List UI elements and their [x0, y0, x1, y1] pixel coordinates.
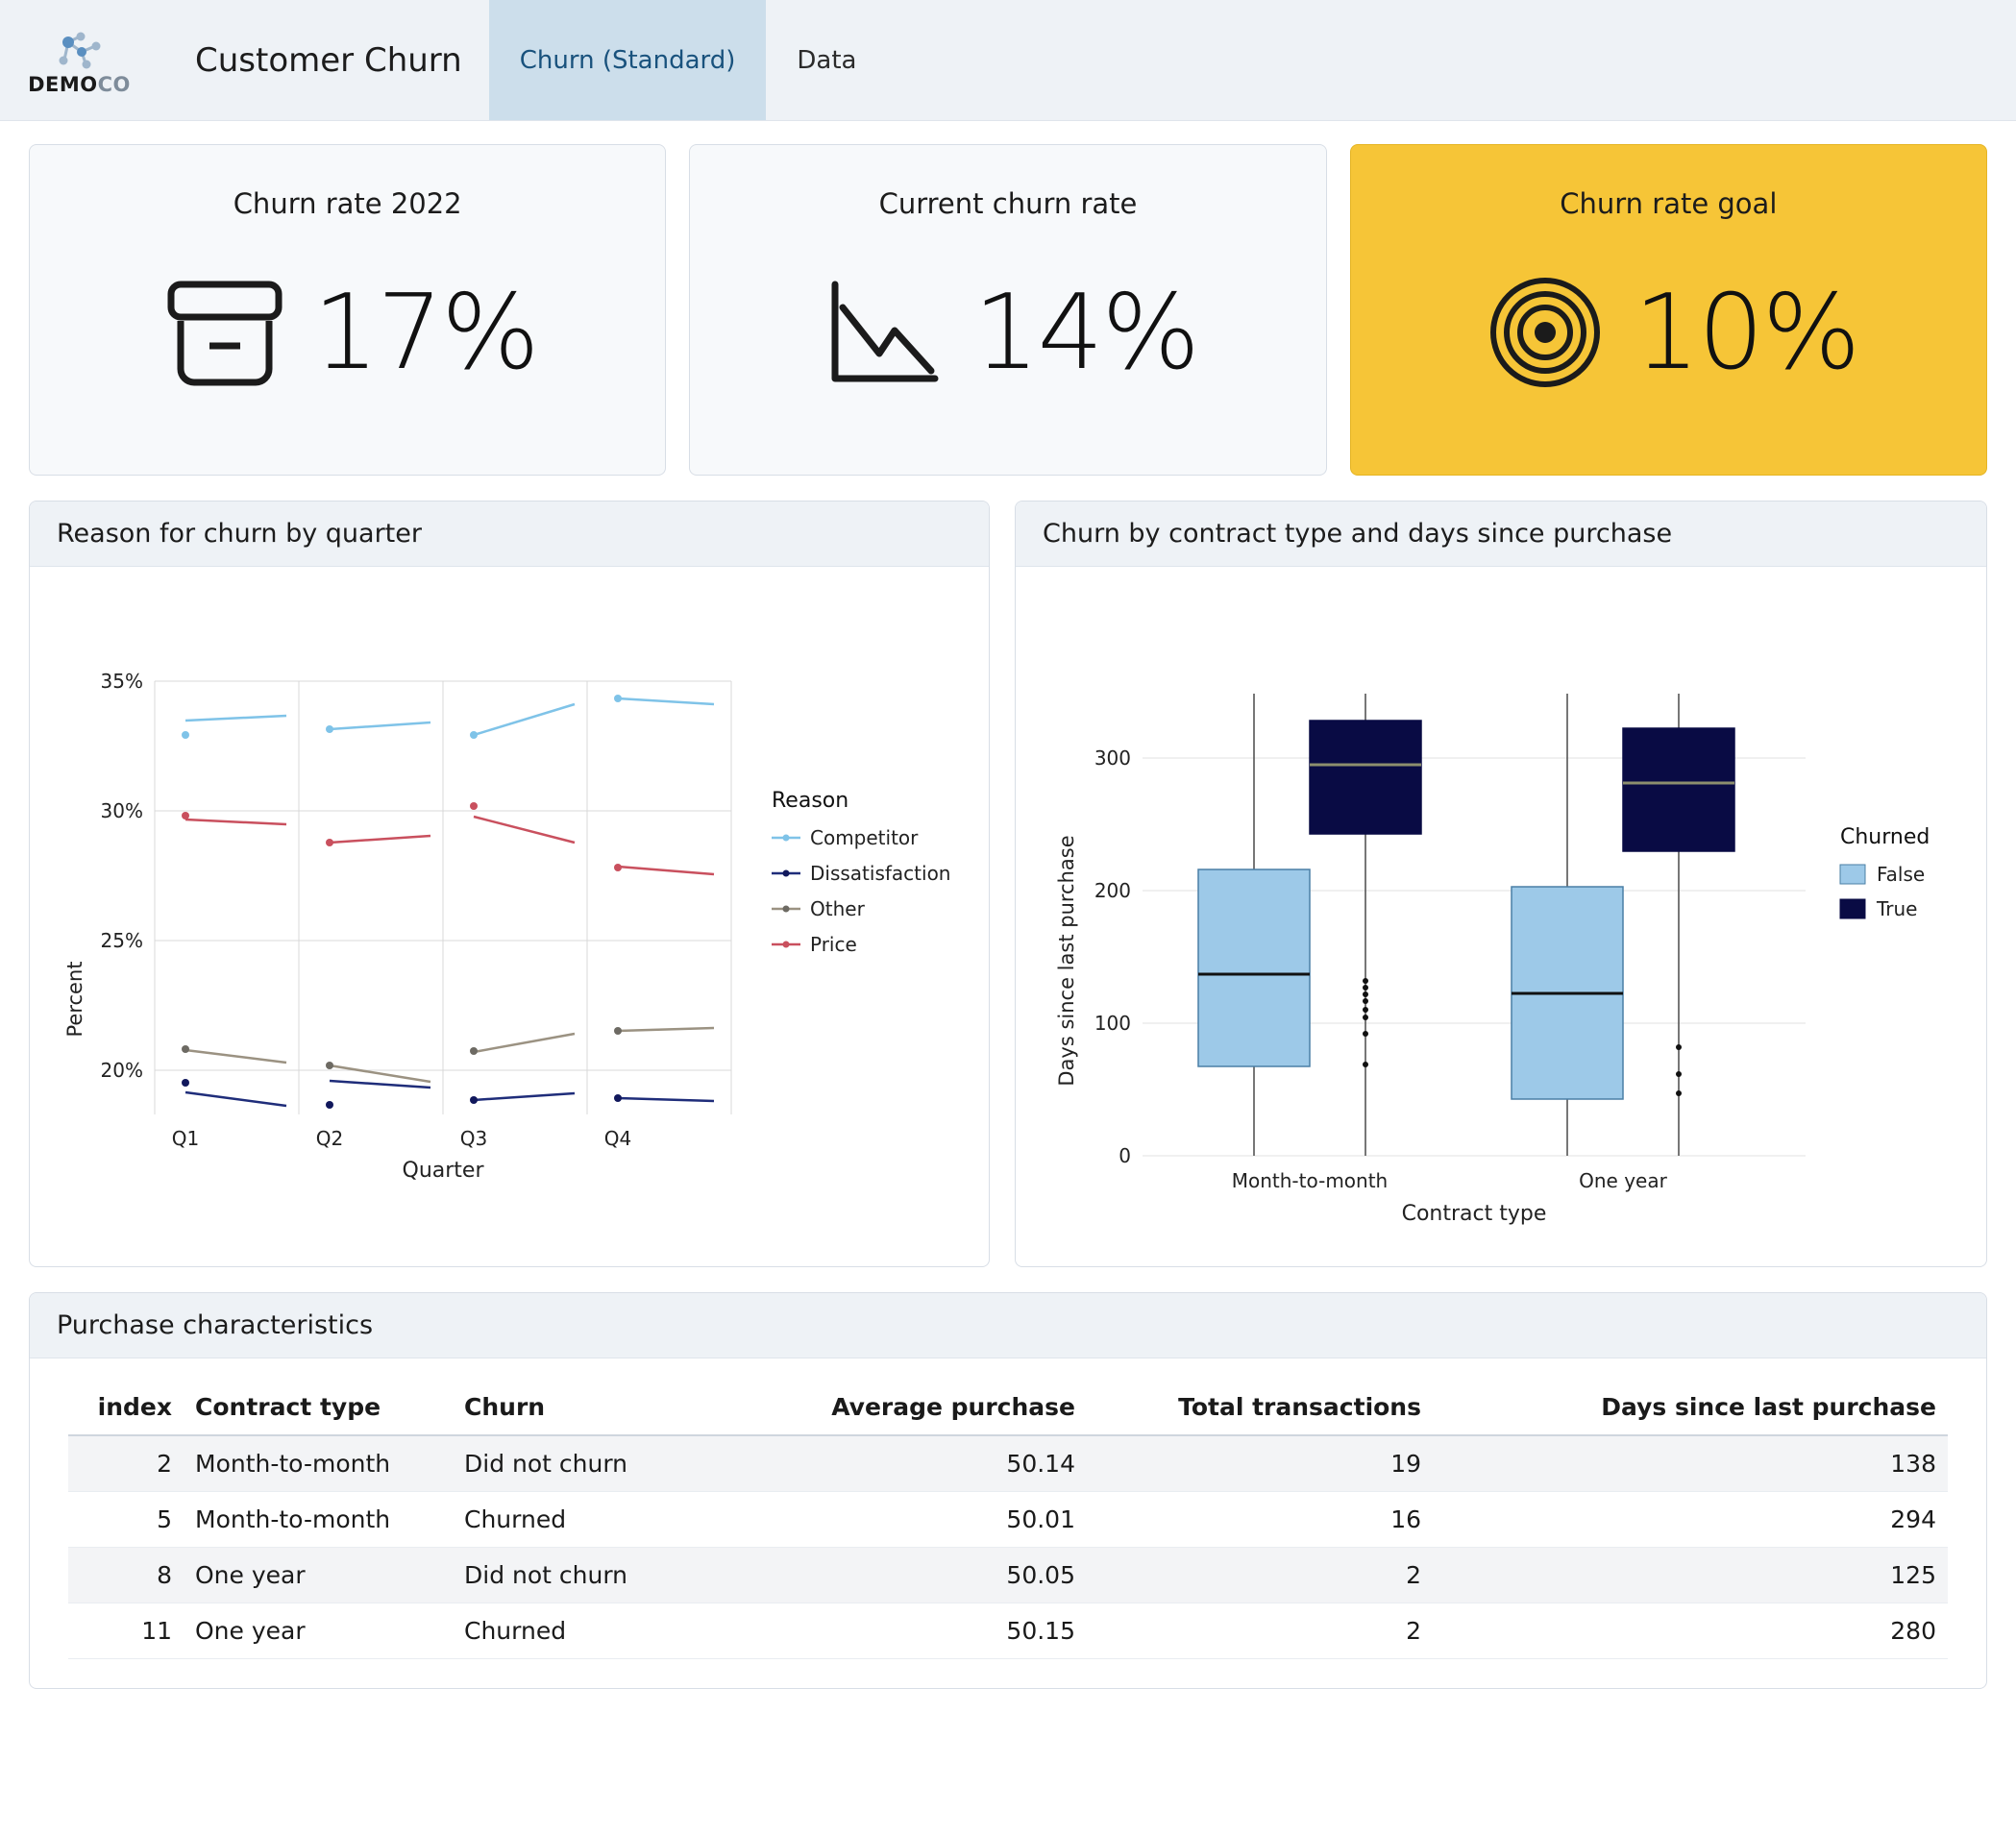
panel-title: Purchase characteristics [30, 1293, 1986, 1358]
series-other-points [182, 1027, 622, 1069]
y-axis-label: Percent [63, 961, 86, 1038]
table-row[interactable] [68, 1603, 1948, 1659]
kpi-value: 17% [312, 272, 538, 393]
svg-text:35%: 35% [100, 670, 143, 693]
cell-contract-type: One year [184, 1603, 453, 1659]
box-one-year-true [1623, 694, 1734, 1156]
kpi-row [0, 121, 2016, 476]
x-axis-label: Quarter [402, 1159, 484, 1183]
panel-churn-by-contract-type [1015, 501, 1987, 1267]
cell-index: 5 [68, 1492, 184, 1548]
legend-title: Churned [1840, 825, 1930, 849]
panel-purchase-characteristics [29, 1292, 1987, 1689]
legend-title: Reason [772, 789, 849, 813]
molecule-icon [53, 31, 107, 71]
box-month-to-month-false [1198, 694, 1310, 1156]
column-header-index[interactable]: index [68, 1380, 184, 1435]
y-axis-ticks [1094, 746, 1131, 1167]
kpi-value: 14% [972, 272, 1199, 393]
cell-average-purchase: 50.15 [770, 1603, 1087, 1659]
kpi-title: Current churn rate [878, 187, 1138, 220]
table-row[interactable] [68, 1492, 1948, 1548]
tab-churn-standard[interactable]: Churn (Standard) [489, 0, 767, 120]
svg-text:Q1: Q1 [171, 1127, 200, 1150]
x-axis-ticks [1232, 1169, 1668, 1192]
svg-text:0: 0 [1119, 1144, 1131, 1167]
series-price [185, 817, 714, 874]
svg-text:Q3: Q3 [459, 1127, 488, 1150]
cell-average-purchase: 50.01 [770, 1492, 1087, 1548]
cell-contract-type: One year [184, 1548, 453, 1603]
svg-text:25%: 25% [100, 929, 143, 952]
panel-reason-for-churn [29, 501, 990, 1267]
cell-index: 8 [68, 1548, 184, 1603]
kpi-value: 10% [1634, 272, 1859, 393]
line-chart-down-icon [818, 271, 952, 396]
chart-legend [1840, 825, 1930, 920]
column-header-days-since-last-purchase[interactable]: Days since last purchase [1433, 1380, 1948, 1435]
cell-churn: Did not churn [453, 1548, 770, 1603]
kpi-title: Churn rate goal [1560, 187, 1778, 220]
box-one-year-false [1512, 694, 1623, 1156]
purchase-characteristics-table [68, 1380, 1948, 1659]
cell-index: 2 [68, 1435, 184, 1492]
panel-title: Reason for churn by quarter [30, 502, 989, 567]
cell-average-purchase: 50.05 [770, 1548, 1087, 1603]
legend-entry-price: Price [810, 933, 857, 956]
svg-text:100: 100 [1094, 1012, 1131, 1035]
svg-text:One year: One year [1579, 1169, 1667, 1192]
gridlines [155, 681, 731, 1114]
y-axis-ticks [101, 670, 143, 1082]
series-competitor [185, 698, 714, 735]
column-header-contract-type[interactable]: Contract type [184, 1380, 453, 1435]
cell-churn: Did not churn [453, 1435, 770, 1492]
kpi-card-churn-rate-2022 [29, 144, 666, 476]
brand-wordmark-bold: DEMO [28, 72, 98, 96]
page-title: Customer Churn [195, 40, 462, 80]
svg-text:Q4: Q4 [603, 1127, 632, 1150]
cell-days-since-last-purchase: 280 [1433, 1603, 1948, 1659]
brand-logo[interactable] [0, 0, 159, 120]
svg-text:Q2: Q2 [315, 1127, 344, 1150]
kpi-title: Churn rate 2022 [233, 187, 462, 220]
table-row[interactable] [68, 1548, 1948, 1603]
cell-days-since-last-purchase: 125 [1433, 1548, 1948, 1603]
reason-for-churn-chart [41, 576, 977, 1249]
column-header-total-transactions[interactable]: Total transactions [1087, 1380, 1433, 1435]
column-header-churn[interactable]: Churn [453, 1380, 770, 1435]
cell-days-since-last-purchase: 138 [1433, 1435, 1948, 1492]
cell-average-purchase: 50.14 [770, 1435, 1087, 1492]
table-header-row [68, 1380, 1948, 1435]
archive-box-icon [158, 271, 292, 396]
cell-churn: Churned [453, 1492, 770, 1548]
app-header [0, 0, 2016, 121]
x-axis-label: Contract type [1401, 1202, 1547, 1226]
cell-index: 11 [68, 1603, 184, 1659]
svg-text:200: 200 [1094, 879, 1131, 902]
cell-total-transactions: 16 [1087, 1492, 1433, 1548]
table-row[interactable] [68, 1435, 1948, 1492]
legend-entry-competitor: Competitor [810, 826, 919, 849]
series-other [185, 1028, 714, 1082]
kpi-card-current-churn-rate [689, 144, 1326, 476]
cell-churn: Churned [453, 1603, 770, 1659]
target-icon [1478, 271, 1612, 396]
cell-contract-type: Month-to-month [184, 1435, 453, 1492]
series-dissatisfaction [185, 1081, 714, 1106]
svg-text:300: 300 [1094, 746, 1131, 770]
legend-entry-dissatisfaction: Dissatisfaction [810, 862, 951, 885]
cell-total-transactions: 2 [1087, 1603, 1433, 1659]
y-axis-label: Days since last purchase [1055, 835, 1078, 1087]
tab-data[interactable]: Data [797, 45, 857, 75]
legend-entry-false: False [1877, 863, 1926, 886]
charts-row [0, 476, 2016, 1267]
kpi-card-churn-rate-goal [1350, 144, 1987, 476]
cell-total-transactions: 19 [1087, 1435, 1433, 1492]
legend-entry-other: Other [810, 897, 865, 920]
tab-bar [489, 0, 888, 120]
legend-entry-true: True [1877, 897, 1918, 920]
brand-wordmark-light: CO [97, 72, 131, 96]
churn-by-contract-chart [1027, 576, 1975, 1249]
x-axis-ticks [172, 1127, 631, 1150]
brand-wordmark [28, 73, 131, 96]
cell-contract-type: Month-to-month [184, 1492, 453, 1548]
cell-total-transactions: 2 [1087, 1548, 1433, 1603]
panel-title: Churn by contract type and days since purchase [1016, 502, 1986, 567]
column-header-average-purchase[interactable]: Average purchase [770, 1380, 1087, 1435]
box-month-to-month-true [1310, 694, 1421, 1156]
cell-days-since-last-purchase: 294 [1433, 1492, 1948, 1548]
svg-text:30%: 30% [100, 799, 143, 822]
svg-text:20%: 20% [100, 1059, 143, 1082]
svg-text:Month-to-month: Month-to-month [1231, 1169, 1389, 1192]
chart-legend [772, 789, 950, 956]
